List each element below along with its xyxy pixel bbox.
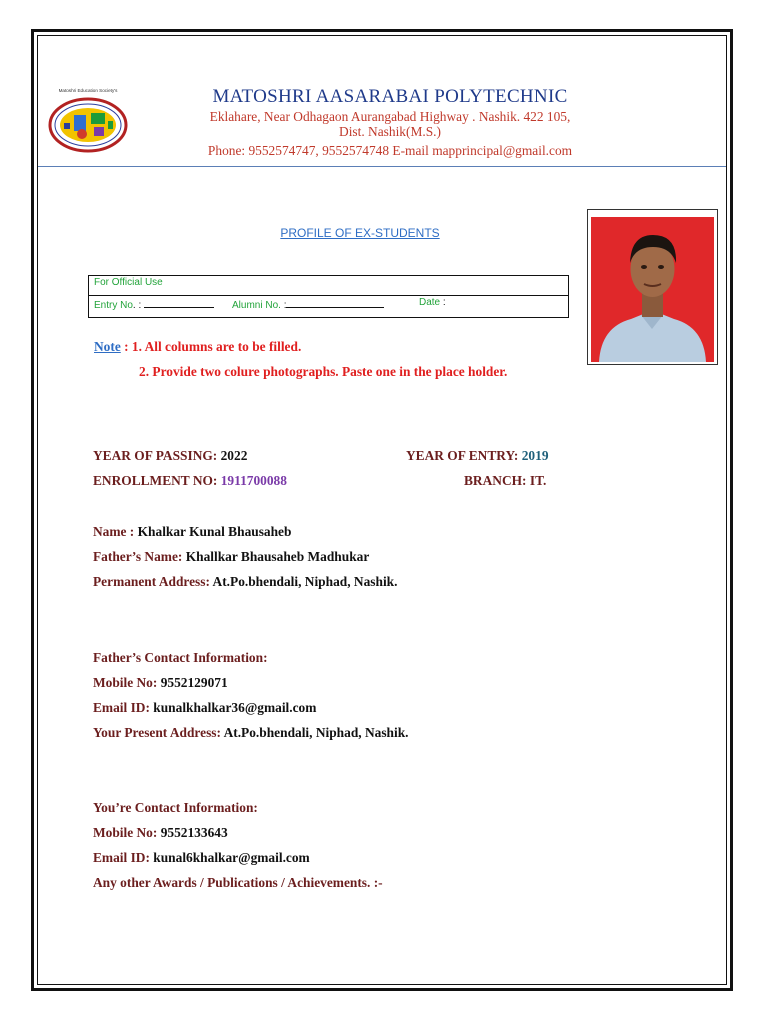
- father-contact-heading-text: Father’s Contact Information:: [93, 650, 268, 665]
- awards: [93, 875, 383, 891]
- father-contact-heading: [93, 650, 268, 666]
- note-text-1: : 1. All columns are to be filled.: [120, 339, 302, 354]
- father-email-label: Email ID:: [93, 700, 150, 715]
- entry-no-colon: :: [138, 300, 142, 311]
- date-field: [419, 297, 446, 308]
- date-colon: :: [442, 297, 446, 308]
- present-address-value: At.Po.bhendali, Niphad, Nashik.: [223, 725, 409, 740]
- note-line-2: 2. Provide two colure photographs. Paste one in the place holder.: [139, 364, 508, 379]
- official-use-heading: For Official Use: [94, 277, 163, 288]
- institute-contact: Phone: 9552574747, 9552574748 E-mail mapprincipal@gmail.com: [207, 143, 573, 158]
- father-name-value: Khallkar Bhausaheb Madhukar: [185, 549, 370, 564]
- alumni-no-label: Alumni No.: [232, 300, 281, 311]
- your-email: [93, 850, 310, 866]
- page-border-inner: [37, 35, 727, 985]
- year-of-passing: [93, 448, 247, 464]
- father-name: [93, 549, 369, 565]
- permanent-address: [93, 574, 397, 590]
- official-use-box: [88, 275, 569, 318]
- father-name-label: Father’s Name:: [93, 549, 183, 564]
- branch-value: IT.: [529, 473, 547, 488]
- enrollment-label: ENROLLMENT NO:: [93, 473, 218, 488]
- permanent-address-value: At.Po.bhendali, Niphad, Nashik.: [212, 574, 398, 589]
- entry-no-label: Entry No: [94, 300, 133, 311]
- institute-name: MATOSHRI AASARABAI POLYTECHNIC: [212, 86, 568, 107]
- note-word: Note: [94, 339, 121, 354]
- alumni-no-line[interactable]: [286, 297, 384, 308]
- present-address-label: Your Present Address:: [93, 725, 221, 740]
- entry-no-line[interactable]: [144, 297, 214, 308]
- header-divider: [38, 166, 726, 167]
- father-email: [93, 700, 316, 716]
- your-email-value: kunal6khalkar@gmail.com: [153, 850, 310, 865]
- branch: [464, 473, 546, 489]
- your-email-label: Email ID:: [93, 850, 150, 865]
- your-mobile: [93, 825, 228, 841]
- name-label: Name :: [93, 524, 135, 539]
- institute-address: [130, 109, 650, 139]
- alumni-no-colon: :: [283, 300, 287, 311]
- branch-label: BRANCH:: [464, 473, 527, 488]
- year-of-passing-value: 2022: [220, 448, 248, 463]
- date-label: Date: [419, 297, 441, 308]
- photo-placeholder: [587, 209, 718, 365]
- alumni-no-field: [232, 297, 384, 311]
- your-contact-heading-text: You’re Contact Information:: [93, 800, 258, 815]
- student-photo: [591, 217, 714, 362]
- year-of-entry-value: 2019: [521, 448, 549, 463]
- name-value: Khalkar Kunal Bhausaheb: [137, 524, 292, 539]
- address-line-2: Dist. Nashik(M.S.): [339, 124, 441, 139]
- father-mobile: [93, 675, 228, 691]
- awards-label: Any other Awards / Publications / Achievements. :-: [93, 875, 383, 890]
- year-of-entry-label: YEAR OF ENTRY:: [406, 448, 519, 463]
- your-mobile-label: Mobile No:: [93, 825, 158, 840]
- institute-emblem-icon: [44, 85, 132, 153]
- father-mobile-value: 9552129071: [160, 675, 228, 690]
- father-mobile-label: Mobile No:: [93, 675, 158, 690]
- enrollment-no: [93, 473, 287, 489]
- enrollment-value: 1911700088: [220, 473, 287, 488]
- logo-text: Matoshri Education Society's: [58, 88, 118, 93]
- permanent-address-label: Permanent Address:: [93, 574, 210, 589]
- entry-no-field: Entry No. :: [94, 297, 214, 311]
- your-contact-heading: [93, 800, 258, 816]
- father-email-value: kunalkhalkar36@gmail.com: [153, 700, 317, 715]
- note-line-1: [94, 339, 301, 355]
- page-title: PROFILE OF EX-STUDENTS: [280, 226, 440, 240]
- address-line-1: Eklahare, Near Odhagaon Aurangabad Highway . Nashik. 422 105,: [209, 109, 571, 124]
- your-mobile-value: 9552133643: [160, 825, 228, 840]
- present-address: [93, 725, 409, 741]
- student-name: [93, 524, 291, 540]
- official-use-divider: [89, 295, 568, 296]
- year-of-passing-label: YEAR OF PASSING:: [93, 448, 218, 463]
- year-of-entry: [406, 448, 549, 464]
